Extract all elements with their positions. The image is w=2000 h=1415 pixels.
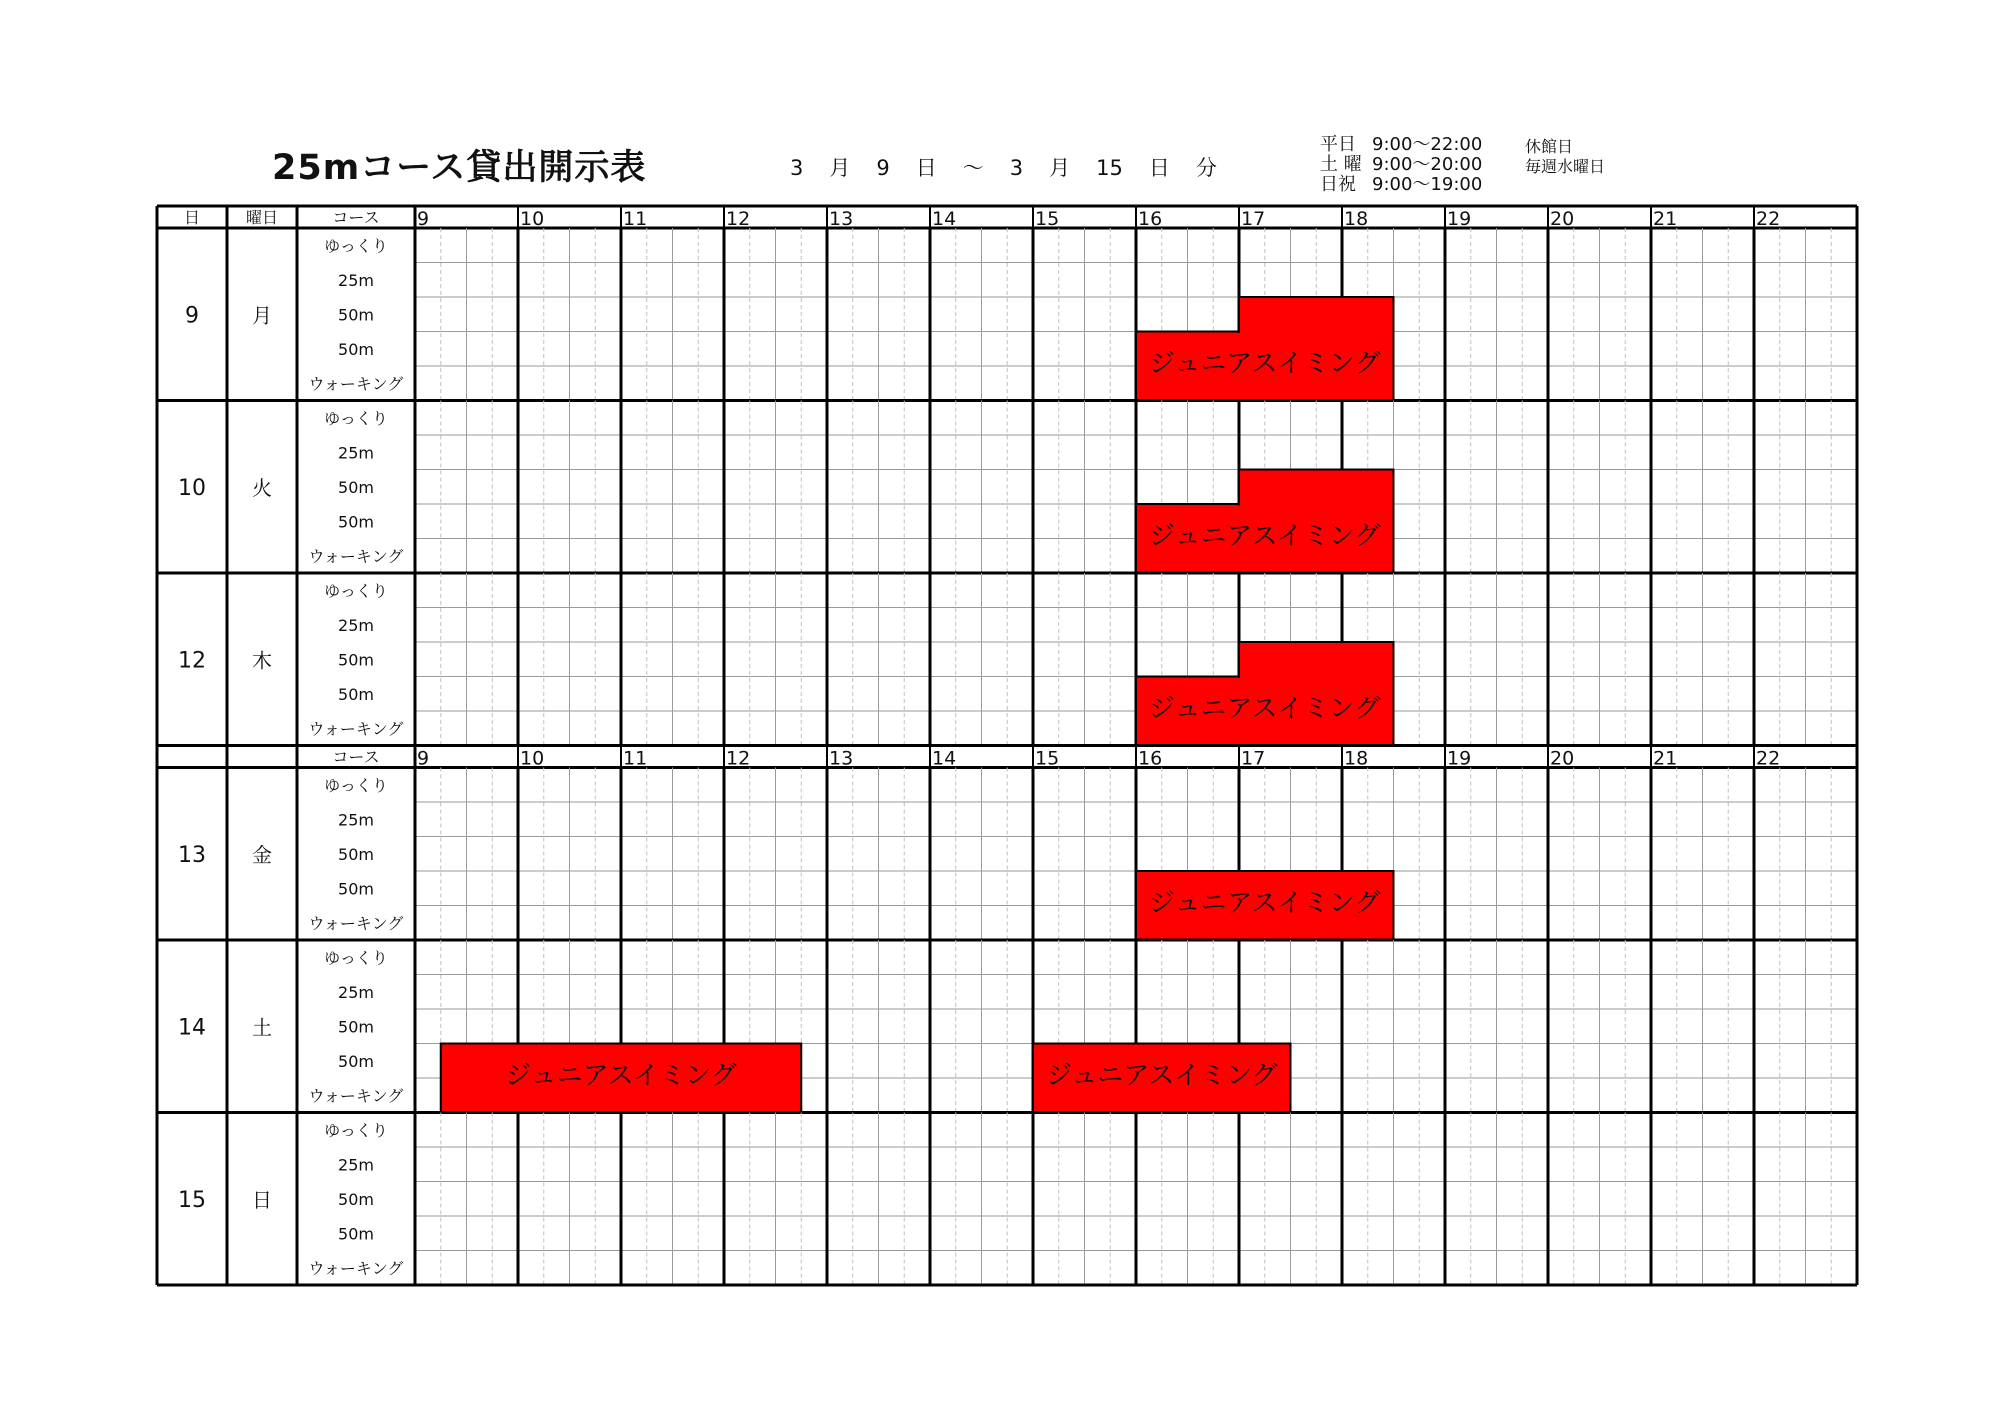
lane-label: ゆっくり: [324, 1120, 388, 1140]
day-date: 9: [185, 303, 199, 329]
hour-label-20: 20: [1550, 208, 1575, 230]
lane-label: 25m: [338, 270, 374, 290]
period-end-day: 15: [1096, 156, 1123, 180]
col-day-header: 日: [183, 208, 201, 227]
lane-label: ウォーキング: [308, 913, 404, 933]
day-weekday: 日: [252, 1187, 272, 1212]
lane-label: ゆっくり: [324, 236, 388, 256]
hours-label: 平日: [1320, 134, 1356, 155]
day-weekday: 火: [252, 475, 272, 500]
period-start-day: 9: [876, 156, 890, 180]
hour-label-15: 15: [1035, 208, 1060, 230]
hours-time: 9:00～22:00: [1372, 134, 1483, 155]
day-weekday: 金: [252, 842, 272, 867]
day-weekday: 木: [252, 648, 272, 673]
period-day-label: 日: [915, 156, 937, 180]
day-date: 15: [178, 1187, 206, 1213]
hour-label-20: 20: [1550, 747, 1575, 770]
lane-label: ウォーキング: [308, 546, 404, 566]
period-suffix: 分: [1195, 156, 1217, 180]
hour-label-21: 21: [1653, 208, 1678, 230]
col-course-header: コース: [332, 747, 380, 767]
hour-label-10: 10: [520, 747, 545, 770]
booking-label: ジュニアスイミング: [1149, 521, 1381, 552]
lane-label: ウォーキング: [308, 374, 404, 394]
closed-label: 休館日: [1525, 137, 1574, 156]
period-end-month: 3: [1009, 156, 1024, 180]
lane-label: ゆっくり: [324, 775, 388, 795]
page-title: 25mコース貸出開示表: [272, 148, 647, 188]
hours-label: 土 曜: [1320, 154, 1362, 175]
lane-label: 50m: [338, 1051, 374, 1071]
period-start-month: 3: [790, 156, 804, 180]
hour-label-13: 13: [829, 747, 854, 770]
booking-label: ジュニアスイミング: [1149, 694, 1381, 724]
hour-label-16: 16: [1138, 208, 1163, 230]
lane-label: 50m: [338, 477, 374, 497]
hour-label-18: 18: [1344, 747, 1369, 770]
hour-label-16: 16: [1138, 747, 1163, 770]
lane-label: 25m: [338, 443, 374, 463]
day-weekday: 土: [252, 1015, 272, 1040]
day-date: 14: [178, 1015, 206, 1041]
col-course-header: コース: [332, 208, 380, 227]
hour-label-17: 17: [1241, 208, 1266, 230]
booking-label: ジュニアスイミング: [1046, 1061, 1278, 1091]
lane-label: ウォーキング: [308, 719, 404, 739]
lane-label: 25m: [338, 982, 374, 1002]
hour-label-18: 18: [1344, 208, 1369, 230]
closed-value: 毎週水曜日: [1525, 157, 1606, 176]
hour-label-12: 12: [726, 747, 751, 770]
lane-label: 50m: [338, 305, 374, 325]
hour-label-22: 22: [1756, 208, 1781, 230]
lane-label: 50m: [338, 844, 374, 864]
lane-label: 50m: [338, 512, 374, 532]
hour-label-9: 9: [417, 208, 430, 230]
period-day-label-2: 日: [1148, 156, 1170, 180]
lane-label: ゆっくり: [324, 581, 388, 601]
lane-label: 50m: [338, 1224, 374, 1244]
hour-label-15: 15: [1035, 747, 1060, 770]
lane-label: 50m: [338, 684, 374, 704]
hour-label-11: 11: [623, 208, 648, 230]
booking-label: ジュニアスイミング: [1149, 349, 1381, 379]
hour-label-19: 19: [1447, 747, 1472, 770]
lane-label: ゆっくり: [324, 408, 388, 428]
hour-label-14: 14: [932, 208, 957, 230]
day-date: 12: [178, 648, 206, 674]
col-weekday-header: 曜日: [245, 208, 279, 227]
lane-label: 25m: [338, 1155, 374, 1175]
hour-label-9: 9: [417, 747, 430, 770]
period-month-label: 月: [829, 156, 851, 180]
booking-label: ジュニアスイミング: [1149, 888, 1381, 919]
lane-label: 50m: [338, 650, 374, 670]
hours-time: 9:00～19:00: [1372, 174, 1483, 195]
hour-label-11: 11: [623, 747, 648, 770]
day-weekday: 月: [252, 303, 272, 328]
lane-label: 50m: [338, 1189, 374, 1209]
lane-label: ウォーキング: [308, 1086, 404, 1106]
hour-label-19: 19: [1447, 208, 1472, 230]
hour-label-12: 12: [726, 208, 751, 230]
hour-label-17: 17: [1241, 747, 1266, 770]
lane-label: 50m: [338, 1017, 374, 1037]
period-separator: ～: [962, 156, 984, 180]
period-month-label-2: 月: [1049, 156, 1071, 180]
hour-label-10: 10: [520, 208, 545, 230]
lane-label: ゆっくり: [324, 948, 388, 968]
lane-label: ウォーキング: [308, 1258, 404, 1278]
lane-label: 50m: [338, 339, 374, 359]
hours-time: 9:00～20:00: [1372, 154, 1483, 175]
hour-label-21: 21: [1653, 747, 1678, 770]
day-date: 10: [178, 475, 206, 501]
hour-label-22: 22: [1756, 747, 1781, 770]
hours-label: 日祝: [1320, 174, 1356, 195]
booking-label: ジュニアスイミング: [505, 1061, 737, 1091]
hour-label-14: 14: [932, 747, 957, 770]
lane-label: 25m: [338, 615, 374, 635]
day-date: 13: [178, 842, 206, 868]
lane-label: 50m: [338, 879, 374, 899]
hour-label-13: 13: [829, 208, 854, 230]
lane-label: 25m: [338, 810, 374, 830]
